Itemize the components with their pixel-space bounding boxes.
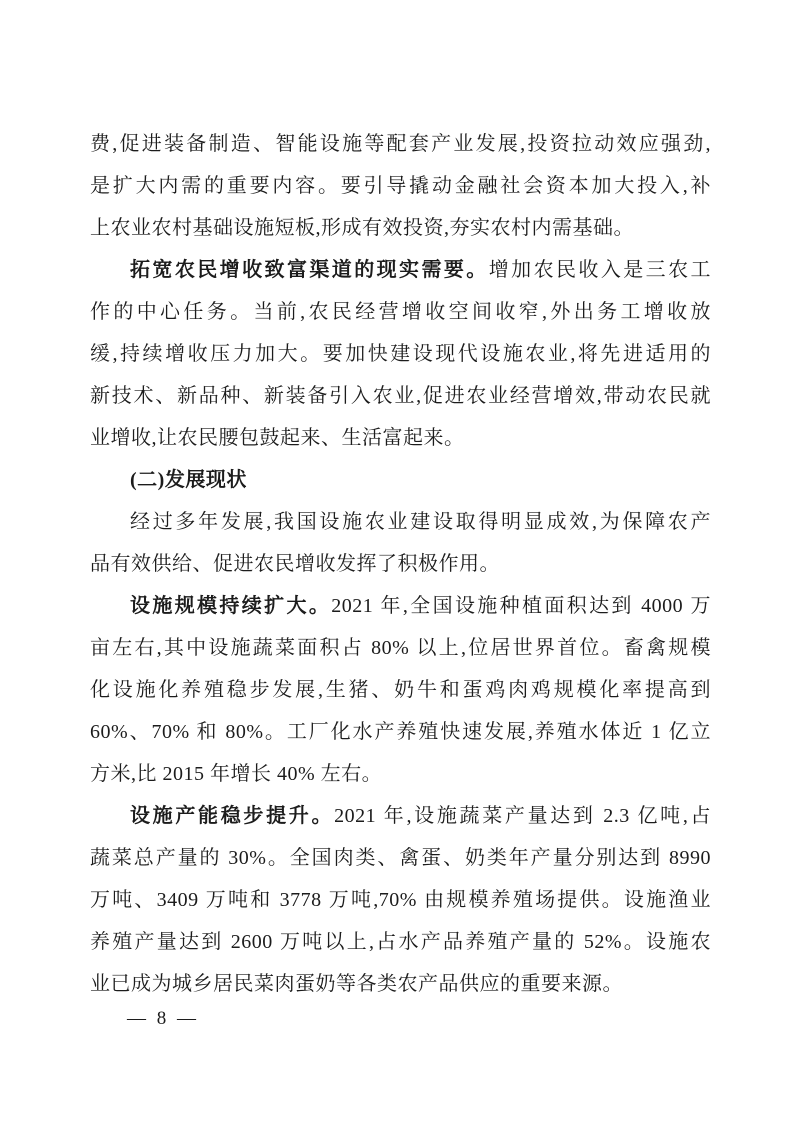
- line-text: 缓,持续增收压力加大。要加快建设现代设施农业,将先进适用的: [90, 343, 711, 365]
- text-line: [90, 501, 711, 543]
- line-text: 增加农民收入是三农工: [488, 259, 712, 281]
- text-line: [90, 417, 711, 459]
- line-text: 2021 年,全国设施种植面积达到 4000 万: [331, 595, 711, 617]
- text-line: [90, 837, 711, 879]
- line-text: 上农业农村基础设施短板,形成有效投资,夯实农村内需基础。: [90, 217, 634, 239]
- line-text: 养殖产量达到 2600 万吨以上,占水产品养殖产量的 52%。设施农: [90, 931, 711, 953]
- line-text: 作的中心任务。当前,农民经营增收空间收窄,外出务工增收放: [90, 301, 711, 323]
- text-line: [90, 123, 711, 165]
- page-number: — 8 —: [127, 1008, 199, 1029]
- line-text: 是扩大内需的重要内容。要引导撬动金融社会资本加大投入,补: [90, 175, 711, 197]
- text-line: [90, 627, 711, 669]
- lead-bold-text: 设施规模持续扩大。: [130, 595, 332, 617]
- text-line: [90, 711, 711, 753]
- line-text: 业已成为城乡居民菜肉蛋奶等各类农产品供应的重要来源。: [90, 973, 623, 995]
- text-line: [90, 543, 711, 585]
- line-text: 经过多年发展,我国设施农业建设取得明显成效,为保障农产: [130, 511, 711, 533]
- text-line: [90, 795, 711, 837]
- line-text: 新技术、新品种、新装备引入农业,促进农业经营增效,带动农民就: [90, 385, 711, 407]
- line-text: 蔬菜总产量的 30%。全国肉类、禽蛋、奶类年产量分别达到 8990: [90, 847, 711, 869]
- lead-bold-text: 拓宽农民增收致富渠道的现实需要。: [130, 259, 489, 281]
- text-line: [90, 879, 711, 921]
- line-text: 化设施化养殖稳步发展,生猪、奶牛和蛋鸡肉鸡规模化率提高到: [90, 679, 711, 701]
- line-text: 万吨、3409 万吨和 3778 万吨,70% 由规模养殖场提供。设施渔业: [90, 889, 711, 911]
- text-line: [90, 753, 711, 795]
- text-body: [90, 123, 711, 1005]
- text-line: [90, 165, 711, 207]
- text-line: [90, 669, 711, 711]
- section-heading-text: (二)发展现状: [130, 469, 247, 491]
- line-text: 费,促进装备制造、智能设施等配套产业发展,投资拉动效应强劲,: [90, 133, 711, 155]
- text-line: [90, 963, 711, 1005]
- section-heading: [90, 459, 711, 501]
- line-text: 品有效供给、促进农民增收发挥了积极作用。: [90, 553, 500, 575]
- text-line: [90, 585, 711, 627]
- text-line: [90, 921, 711, 963]
- line-text: 方米,比 2015 年增长 40% 左右。: [90, 763, 383, 785]
- text-line: [90, 249, 711, 291]
- text-line: [90, 333, 711, 375]
- line-text: 业增收,让农民腰包鼓起来、生活富起来。: [90, 427, 465, 449]
- line-text: 2021 年,设施蔬菜产量达到 2.3 亿吨,占: [334, 805, 712, 827]
- line-text: 亩左右,其中设施蔬菜面积占 80% 以上,位居世界首位。畜禽规模: [90, 637, 711, 659]
- line-text: 60%、70% 和 80%。工厂化水产养殖快速发展,养殖水体近 1 亿立: [90, 721, 711, 743]
- text-line: [90, 207, 711, 249]
- lead-bold-text: 设施产能稳步提升。: [130, 805, 335, 827]
- text-line: [90, 375, 711, 417]
- text-line: [90, 291, 711, 333]
